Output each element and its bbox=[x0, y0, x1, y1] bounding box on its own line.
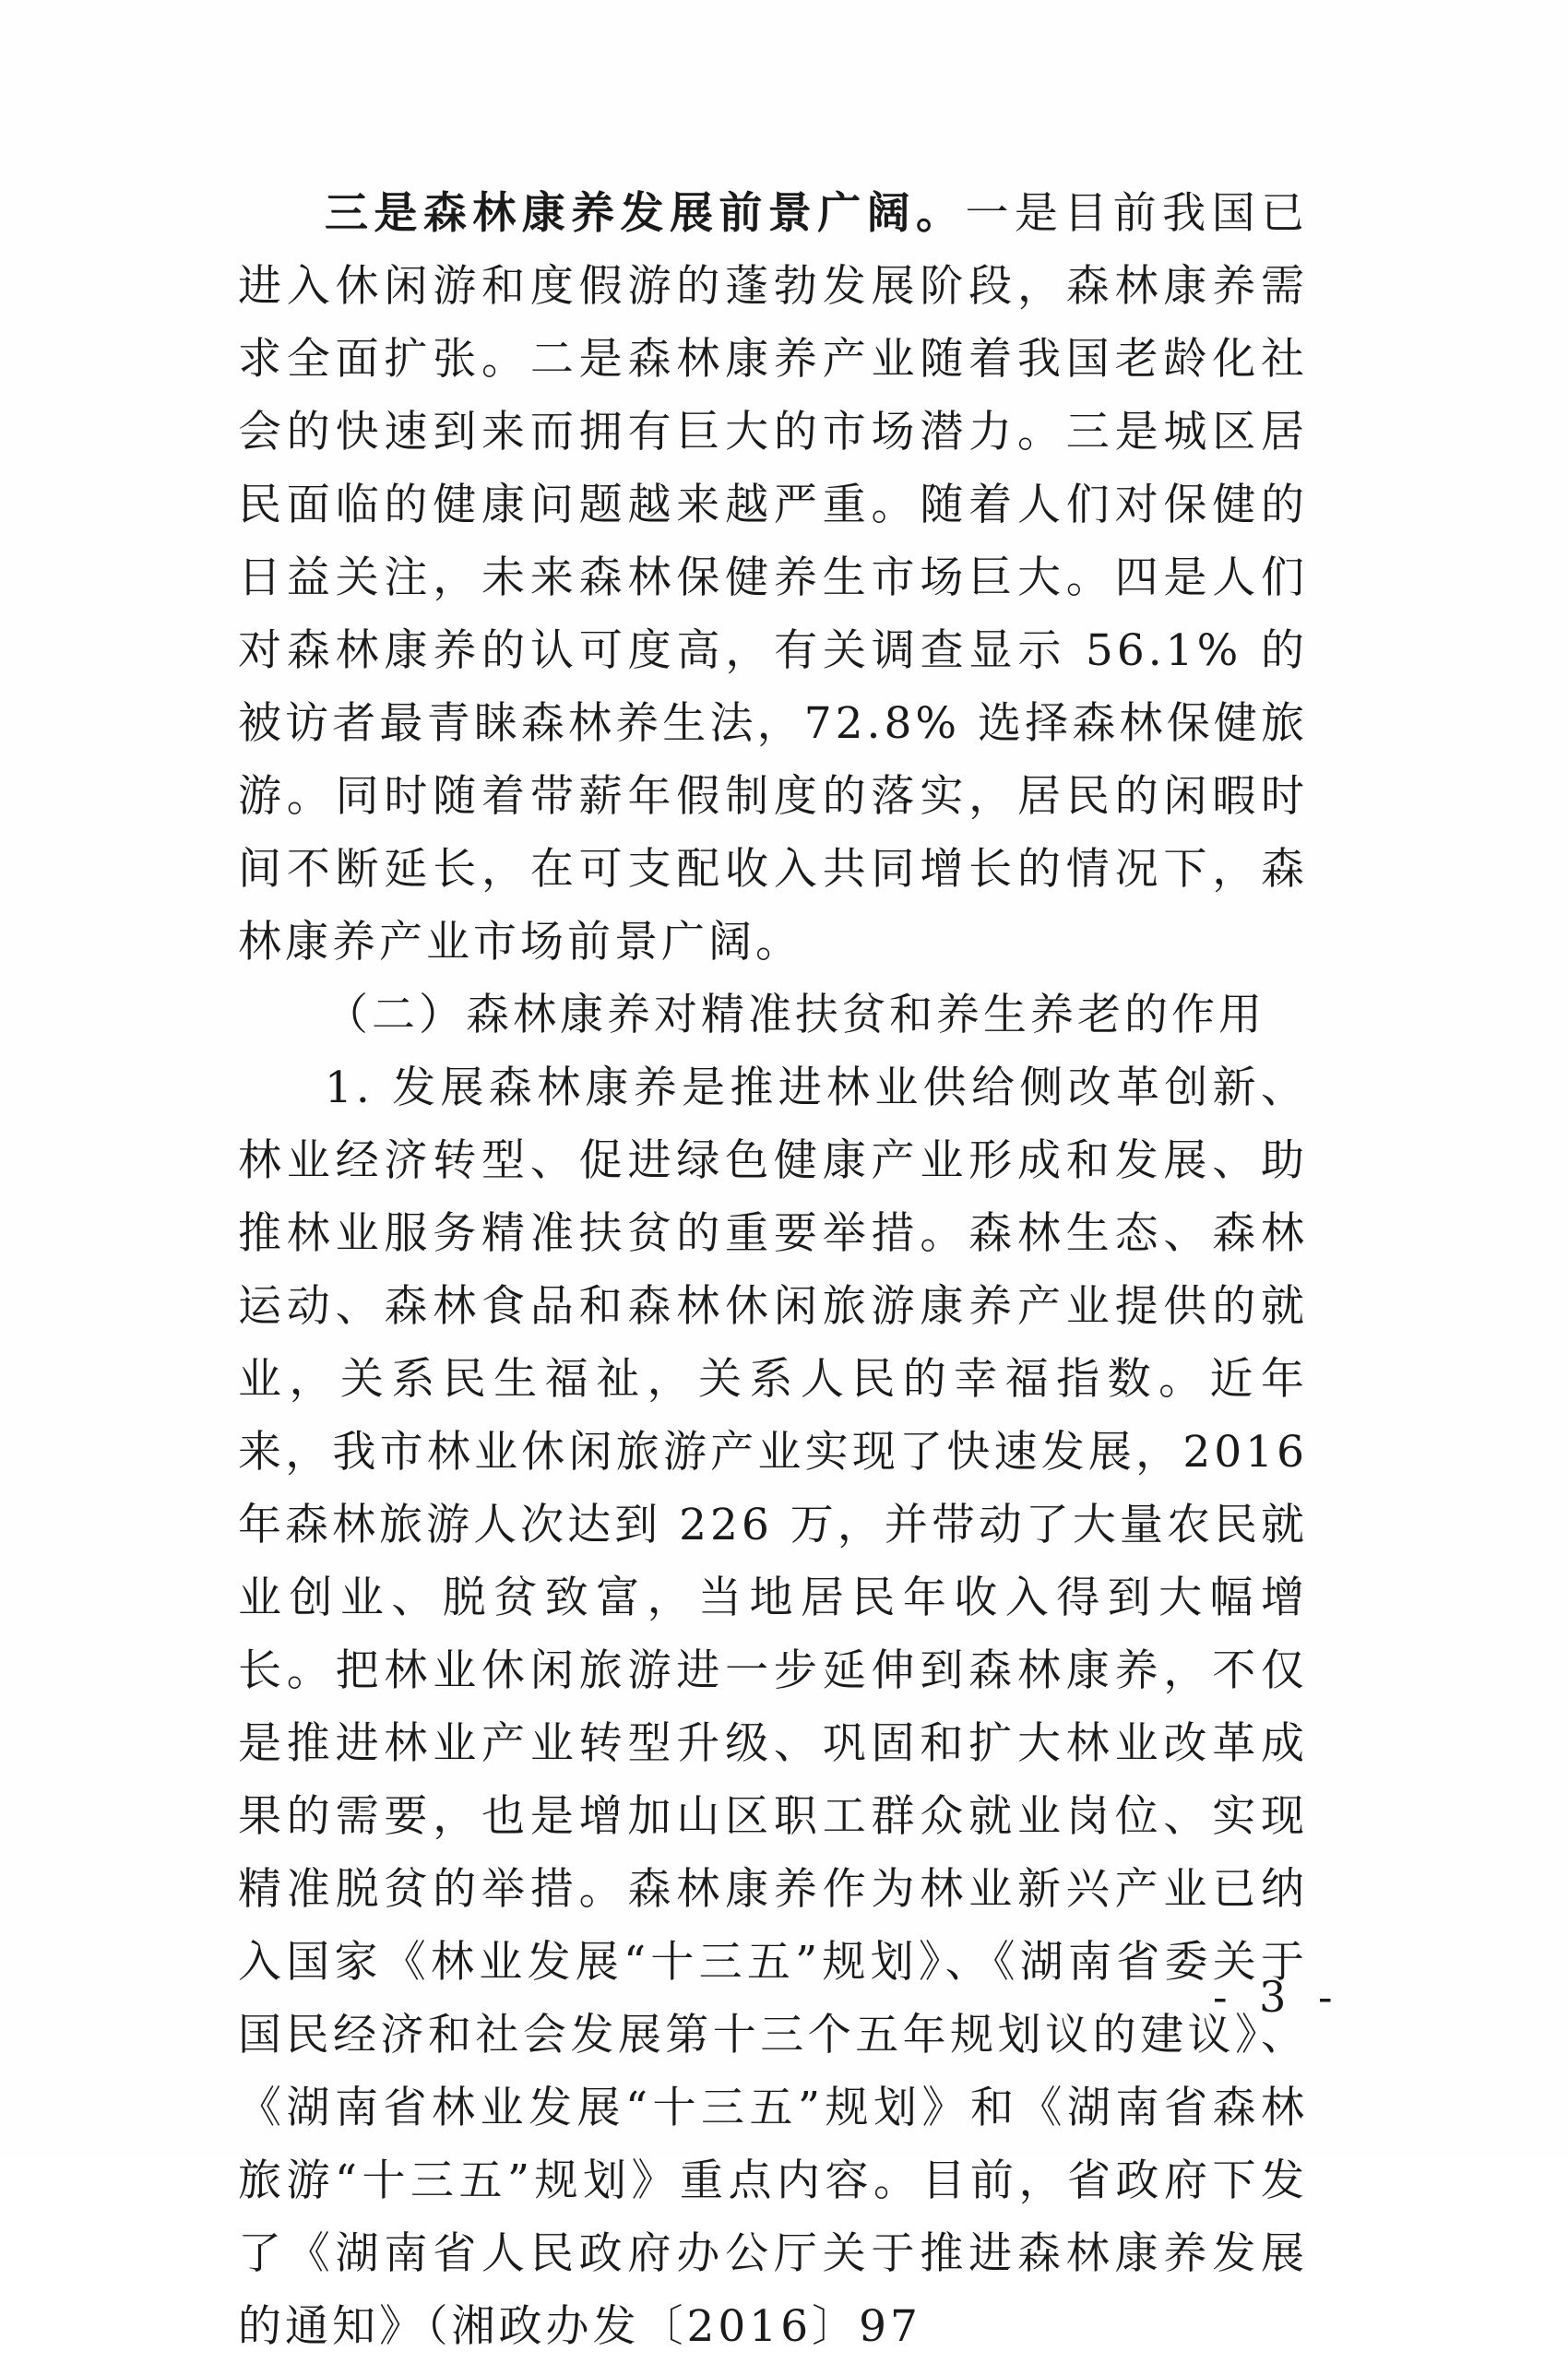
paragraph-lead-sentence: 三是森林康养发展前景广阔。 bbox=[325, 188, 966, 239]
paragraph-forest-wellness-prospects bbox=[238, 177, 1308, 979]
paragraph-body-text: 一是目前我国已进入休闲游和度假游的蓬勃发展阶段，森林康养需求全面扩张。二是森林康养产业随着我国老龄化社会的快速到来而拥有巨大的市场潜力。三是城区居民面临的健康问题越来越严重。随着人们对保健的日益关注，未来森林保健养生市场巨大。四是人们对森林康养的认可度高，有关调查显示 56.1% 的被访者最青睐森林养生法，72.8% 选择森林保健旅游。同时随着带薪年假制度的落实，居民的闲暇时间不断延长，在可支配收入共同增长的情况下，森林康养产业市场前景广阔。 bbox=[238, 188, 1309, 968]
section-heading: （二）森林康养对精准扶贫和养生养老的作用 bbox=[325, 990, 1265, 1040]
paragraph-poverty-alleviation: 1. 发展森林康养是推进林业供给侧改革创新、林业经济转型、促进绿色健康产业形成和发展、助推林业服务精准扶贫的重要举措。森林生态、森林运动、森林食品和森林休闲旅游康养产业提供的就业，关系民生福祉，关系人民的幸福指数。近年来，我市林业休闲旅游产业实现了快速发展，2016 年森林旅游人次达到 226 万，并带动了大量农民就业创业、脱贫致富，当地居民年收入得到大幅增长。把林业休闲旅游进一步延伸到森林康养，不仅是推进林业产业转型升级、巩固和扩大林业改革成果的需要，也是增加山区职工群众就业岗位、实现精准脱贫的举措。森林康养作为林业新兴产业已纳入国家《林业发展“十三五”规划》、《湖南省委关于国民经济和社会发展第十三个五年规划议的建议》、《湖南省林业发展“十三五”规划》和《湖南省森林旅游“十三五”规划》重点内容。目前，省政府下发了《湖南省人民政府办公厅关于推进森林康养发展的通知》（湘政办发〔2016〕97 bbox=[238, 1063, 1308, 2352]
page-number: - 3 - bbox=[1213, 1972, 1342, 2022]
document-body bbox=[238, 177, 1308, 2363]
